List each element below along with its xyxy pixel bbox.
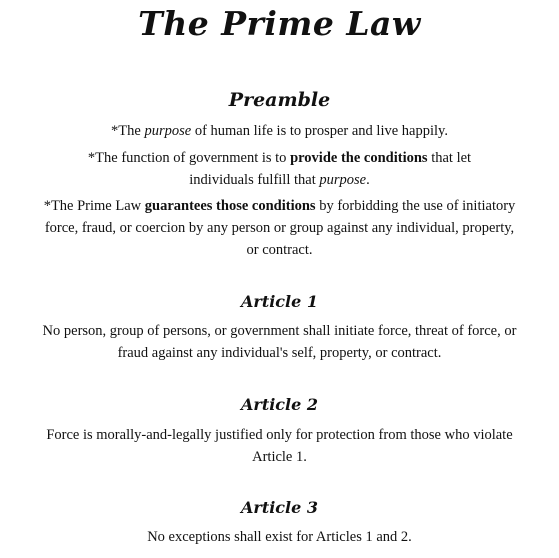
article-3-heading: Article 3 [240,498,318,517]
preamble-p2-emphasis: purpose [319,172,367,188]
article-2-text: Force is morally-and-legally justified only for protection from those who violate Article 1. [46,427,513,465]
preamble-p1-emphasis: purpose [144,123,192,139]
preamble-paragraph-1 [30,120,529,142]
document-title: The Prime Law [138,4,421,43]
preamble-paragraph-3 [40,195,519,261]
preamble-p2-text-a: *The function of government is to [87,150,291,166]
preamble-p1-text-a: *The [111,123,145,139]
article-1-text: No person, group of persons, or government shall initiate force, threat of force, or fraud against any individual's self, property, or contract. [42,323,517,361]
article-3-text: No exceptions shall exist for Articles 1 and 2. [147,529,412,545]
preamble-p2-text-c: . [366,172,370,188]
preamble-p3-text-b: by forbidding the use of initiatory force, fraud, or coercion by any person or group against any individual, property, or contract. [44,198,516,258]
article-1-heading: Article 1 [240,292,318,311]
preamble-p3-strong: guarantees those conditions [144,198,316,214]
article-2-heading: Article 2 [240,395,318,414]
preamble-heading: Preamble [228,89,331,111]
preamble-p1-text-b: of human life is to prosper and live happily. [191,123,448,139]
preamble-paragraph-2 [60,147,499,191]
preamble-p2-text-b: that let individuals fulfill that [189,150,472,188]
preamble-p3-text-a: *The Prime Law [43,198,145,214]
preamble-p2-strong: provide the conditions [290,150,428,166]
